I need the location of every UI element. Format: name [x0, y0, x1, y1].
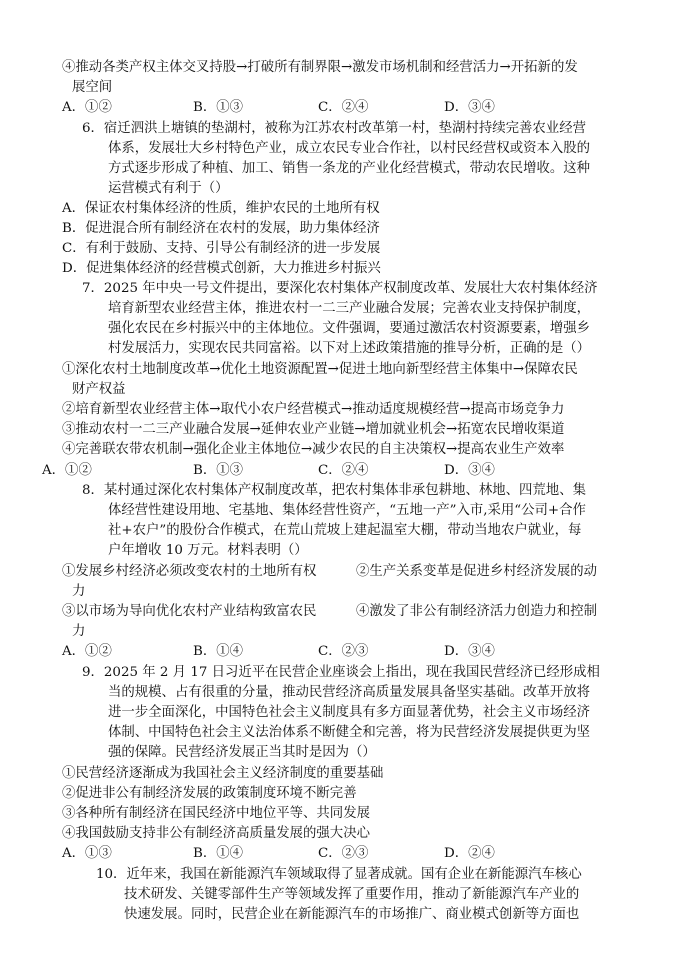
q8-line-3: 社+农户”的股份合作模式，在荒山荒坡上建起温室大棚，带动当地农户就业，每: [108, 523, 582, 538]
choice-d[interactable]: D．③④: [444, 463, 495, 478]
q6-line-4: 运营模式有利于（）: [108, 181, 229, 196]
q10-line-2: 技术研发、关键零部件生产等领域发挥了重要作用，推动了新能源汽车产业的: [124, 887, 580, 902]
q8-statement-2-cont: 力: [72, 584, 86, 599]
choice-a[interactable]: A．①②: [62, 100, 112, 115]
q8-line-1: 8．某村通过深化农村集体产权制度改革，把农村集体非承包耕地、林地、四荒地、集: [82, 483, 586, 498]
choice-c[interactable]: C．②④: [318, 463, 369, 478]
q8-line-2: 体经营性建设用地、宅基地、集体经营性资产，“五地一产”入市,采用“公司+合作: [108, 503, 586, 518]
choice-b[interactable]: B．①③: [193, 100, 244, 115]
choice-b[interactable]: B．①④: [193, 846, 244, 861]
choice-b[interactable]: B．①③: [193, 463, 244, 478]
q7-line-2: 培育新型农业经营主体，推进农村一二三产业融合发展；完善农业支持保护制度，: [108, 301, 591, 316]
q9-statement-2: ②促进非公有制经济发展的政策制度环境不断完善: [62, 786, 357, 801]
q9-line-4: 体制、中国特色社会主义法治体系不断健全和完善，将为民营经济发展提供更为坚: [108, 725, 591, 740]
q6-option-d[interactable]: D．促进集体经济的经营模式创新，大力推进乡村振兴: [62, 261, 381, 276]
q8-statement-1: ①发展乡村经济必须改变农村的土地所有权: [62, 564, 317, 579]
choice-d[interactable]: D．③④: [444, 644, 495, 659]
q7-statement-4: ④完善联农带农机制→强化企业主体地位→减少农民的自主决策权→提高农业生产效率: [62, 442, 565, 457]
q9-line-5: 强的保障。民营经济发展正当其时是因为（）: [108, 745, 376, 760]
q8-statement-4-cont: 力: [72, 624, 86, 639]
q6-line-2: 体系，发展壮大乡村特色产业，成立农民专业合作社，以村民经营权或资本入股的: [108, 141, 591, 156]
q6-line-1: 6．宿迁泗洪上塘镇的垫湖村，被称为江苏农村改革第一村，垫湖村持续完善农业经营: [82, 121, 586, 136]
q7-line-4: 村发展活力，实现农民共同富裕。以下对上述政策措施的推导分析，正确的是（）: [108, 341, 591, 356]
choice-a[interactable]: A．①②: [42, 463, 92, 478]
q9-line-3: 进一步全面深化，中国特色社会主义制度具有多方面显著优势，社会主义市场经济: [108, 705, 591, 720]
q7-line-3: 强化农民在乡村振兴中的主体地位。文件强调，要通过激活农村资源要素，增强乡: [108, 321, 591, 336]
q8-statement-2: ②生产关系变革是促进乡村经济发展的动: [356, 564, 598, 579]
choice-d[interactable]: D．③④: [444, 100, 495, 115]
q7-statement-2: ②培育新型农业经营主体→取代小农户经营模式→推动适度规模经营→提高市场竞争力: [62, 402, 565, 417]
q7-line-1: 7．2025 年中央一号文件提出，要深化农村集体产权制度改革、发展壮大农村集体经济: [82, 281, 598, 296]
statement-4-cont: 展空间: [72, 80, 113, 95]
choice-d[interactable]: D．②④: [444, 846, 495, 861]
q9-statement-4: ④我国鼓励支持非公有制经济高质量发展的强大决心: [62, 826, 370, 841]
q9-line-2: 当的规模、占有很重的分量，推动民营经济高质量发展具备坚实基础。改革开放将: [108, 685, 591, 700]
q8-statement-3: ③以市场为导向优化农村产业结构致富农民: [62, 604, 317, 619]
q6-option-c[interactable]: C．有利于鼓励、支持、引导公有制经济的进一步发展: [62, 241, 381, 256]
choice-c[interactable]: C．②④: [318, 100, 369, 115]
q7-statement-1: ①深化农村土地制度改革→优化土地资源配置→促进土地向新型经营主体集中→保障农民: [62, 362, 578, 377]
q7-statement-1-cont: 财产权益: [72, 382, 126, 397]
q9-statement-3: ③各种所有制经济在国民经济中地位平等、共同发展: [62, 806, 370, 821]
q8-line-4: 户年增收 10 万元。材料表明（）: [108, 543, 308, 558]
choice-c[interactable]: C．②③: [318, 644, 369, 659]
choice-a[interactable]: A．①②: [62, 644, 112, 659]
choice-c[interactable]: C．②③: [318, 846, 369, 861]
q7-statement-3: ③推动农村一二三产业融合发展→延伸农业产业链→增加就业机会→拓宽农民增收渠道: [62, 422, 565, 437]
q9-line-1: 9．2025 年 2 月 17 日习近平在民营企业座谈会上指出，现在我国民营经济已经形成相: [82, 665, 600, 680]
q6-line-3: 方式逐步形成了种植、加工、销售一条龙的产业化经营模式，带动农民增收。这种: [108, 161, 591, 176]
choice-b[interactable]: B．①④: [193, 644, 244, 659]
statement-4: ④推动各类产权主体交叉持股→打破所有制界限→激发市场机制和经营活力→开拓新的发: [62, 60, 578, 75]
choice-a[interactable]: A．①③: [62, 846, 112, 861]
q6-option-a[interactable]: A．保证农村集体经济的性质，维护农民的土地所有权: [62, 201, 380, 216]
q6-option-b[interactable]: B．促进混合所有制经济在农村的发展，助力集体经济: [62, 221, 380, 236]
q9-statement-1: ①民营经济逐渐成为我国社会主义经济制度的重要基础: [62, 766, 384, 781]
q8-statement-4: ④激发了非公有制经济活力创造力和控制: [356, 604, 598, 619]
q10-line-1: 10．近年来，我国在新能源汽车领域取得了显著成就。国有企业在新能源汽车核心: [96, 867, 582, 882]
q10-line-3: 快速发展。同时，民营企业在新能源汽车的市场推广、商业模式创新等方面也: [124, 907, 580, 922]
